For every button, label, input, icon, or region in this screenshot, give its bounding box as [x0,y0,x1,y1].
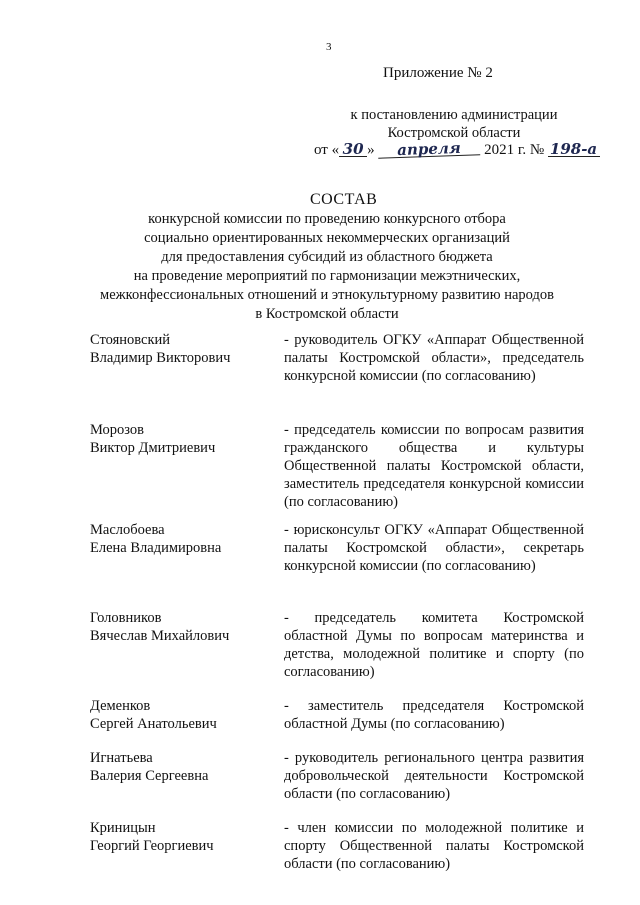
handwritten-decree-number: 198-а [548,142,600,157]
member-name [90,521,265,557]
decree-reference [334,106,574,142]
member-surname: Головников [90,610,162,626]
date-year: 2021 г. № [484,142,545,158]
subtitle-line: в Костромской области [255,306,399,322]
member-given-names: Георгий Георгиевич [90,838,214,854]
subtitle-line: социально ориентированных некоммерческих организаций [144,230,510,246]
member-given-names: Владимир Викторович [90,350,231,366]
member-role: - руководитель регионального центра развития добровольческой деятельности Костромской области (по согласованию) [284,750,584,802]
member-given-names: Вячеслав Михайлович [90,628,230,644]
member-role: - юрисконсульт ОГКУ «Аппарат Общественной палаты Костромской области», секретарь конкурсной комиссии (по согласованию) [284,522,584,574]
member-given-names: Сергей Анатольевич [90,716,217,732]
member-name [90,609,265,645]
member-name [90,749,265,785]
member-surname: Стояновский [90,332,171,348]
member-given-names: Валерия Сергеевна [90,768,209,784]
member-name [90,421,265,457]
handwritten-month: апреля [378,140,480,159]
member-role: - член комиссии по молодежной политике и спорту Общественной палаты Костромской области (по согласованию) [284,820,584,872]
member-role: - председатель комиссии по вопросам развития гражданского общества и культуры Общественной палаты Костромской области, заместитель председателя конкурсной комиссии (по согласованию) [284,422,584,510]
date-mid: » [367,142,375,158]
member-name [90,331,265,367]
member-surname: Игнатьева [90,750,153,766]
member-surname: Криницын [90,820,156,836]
member-given-names: Виктор Дмитриевич [90,440,216,456]
member-role: - руководитель ОГКУ «Аппарат Общественной палаты Костромской области», председатель конкурсной комиссии (по согласованию) [284,332,584,384]
handwritten-day: 30 [339,142,367,157]
subtitle-line: межконфессиональных отношений и этнокультурному развитию народов [100,287,554,303]
member-name [90,697,265,733]
member-role: - председатель комитета Костромской областной Думы по вопросам материнства и детства, молодежной политике и спорту (по согласованию) [284,610,584,680]
member-surname: Маслобоева [90,522,165,538]
page-number: 3 [326,41,332,53]
document-title: СОСТАВ [310,191,378,208]
subtitle-line: на проведение мероприятий по гармонизации межэтнических, [133,268,521,284]
member-name [90,819,265,855]
member-surname: Деменков [90,698,151,714]
decree-line-2: Костромской области [387,125,521,141]
subtitle-line: конкурсной комиссии по проведению конкурсного отбора [148,211,506,227]
decree-line-1: к постановлению администрации [350,107,558,123]
appendix-label: Приложение № 2 [383,65,493,81]
member-given-names: Елена Владимировна [90,540,222,556]
member-role: - заместитель председателя Костромской областной Думы (по согласованию) [284,698,584,732]
document-subtitle [80,210,574,324]
date-prefix: от « [314,142,340,158]
subtitle-line: для предоставления субсидий из областного бюджета [161,249,493,265]
decree-date-line [314,138,600,160]
member-surname: Морозов [90,422,145,438]
